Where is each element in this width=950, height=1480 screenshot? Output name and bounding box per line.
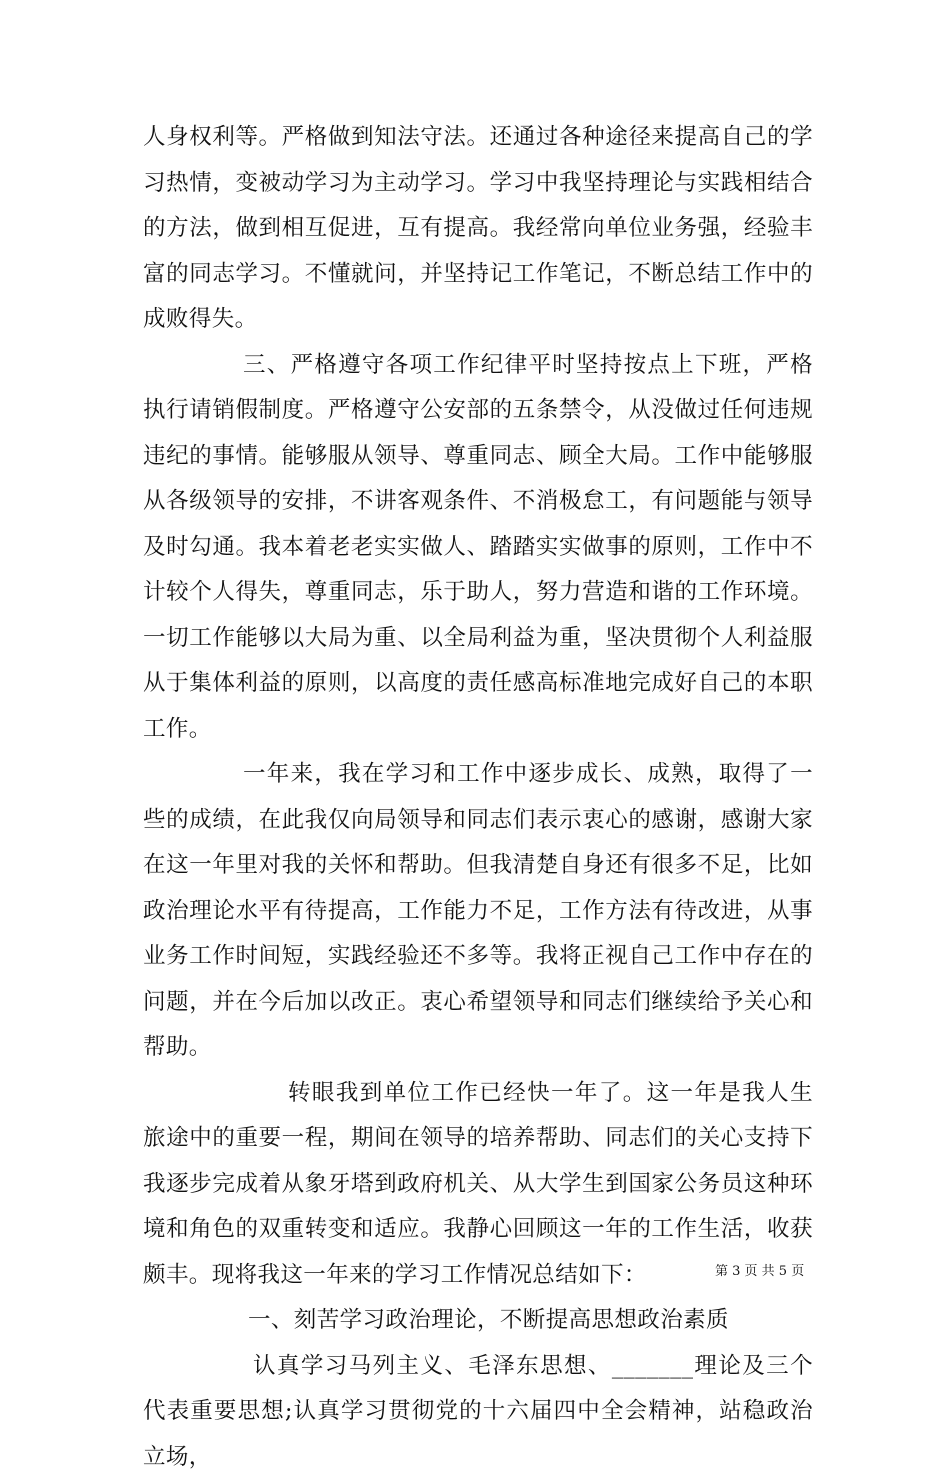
paragraph-theory-study: 认真学习马列主义、毛泽东思想、_______理论及三个代表重要思想;认真学习贯彻党的十六届四中全会精神，站稳政治立场，: [143, 1344, 813, 1480]
page-number-footer: 第 3 页 共 5 页: [715, 1260, 804, 1279]
paragraph-continuation: 人身权利等。严格做到知法守法。还通过各种途径来提高自己的学习热情，变被动学习为主动学习。学习中我坚持理论与实践相结合的方法，做到相互促进，互有提高。我经常向单位业务强，经验丰富的同志学习。不懂就问，并坚持记工作笔记，不断总结工作中的成败得失。: [143, 115, 813, 343]
document-body: [143, 115, 813, 1480]
paragraph-year-review: 一年来，我在学习和工作中逐步成长、成熟，取得了一些的成绩，在此我仅向局领导和同志们表示衷心的感谢，感谢大家在这一年里对我的关怀和帮助。但我清楚自身还有很多不足，比如政治理论水平有待提高，工作能力不足，工作方法有待改进，从事业务工作时间短，实践经验还不多等。我将正视自己工作中存在的问题，并在今后加以改正。衷心希望领导和同志们继续给予关心和帮助。: [143, 752, 813, 1071]
paragraph-section-three: 三、严格遵守各项工作纪律平时坚持按点上下班，严格执行请销假制度。严格遵守公安部的五条禁令，从没做过任何违规违纪的事情。能够服从领导、尊重同志、顾全大局。工作中能够服从各级领导的安排，不讲客观条件、不消极怠工，有问题能与领导及时勾通。我本着老老实实做人、踏踏实实做事的原则，工作中不计较个人得失，尊重同志，乐于助人，努力营造和谐的工作环境。一切工作能够以大局为重、以全局利益为重，坚决贯彻个人利益服从于集体利益的原则，以高度的责任感高标准地完成好自己的本职工作。: [143, 343, 813, 753]
paragraph-intro: 转眼我到单位工作已经快一年了。这一年是我人生旅途中的重要一程，期间在领导的培养帮助、同志们的关心支持下我逐步完成着从象牙塔到政府机关、从大学生到国家公务员这种环境和角色的双重转变和适应。我静心回顾这一年的工作生活，收获颇丰。现将我这一年来的学习工作情况总结如下：: [143, 1071, 813, 1299]
section-heading-one: 一、刻苦学习政治理论，不断提高思想政治素质: [143, 1298, 813, 1344]
